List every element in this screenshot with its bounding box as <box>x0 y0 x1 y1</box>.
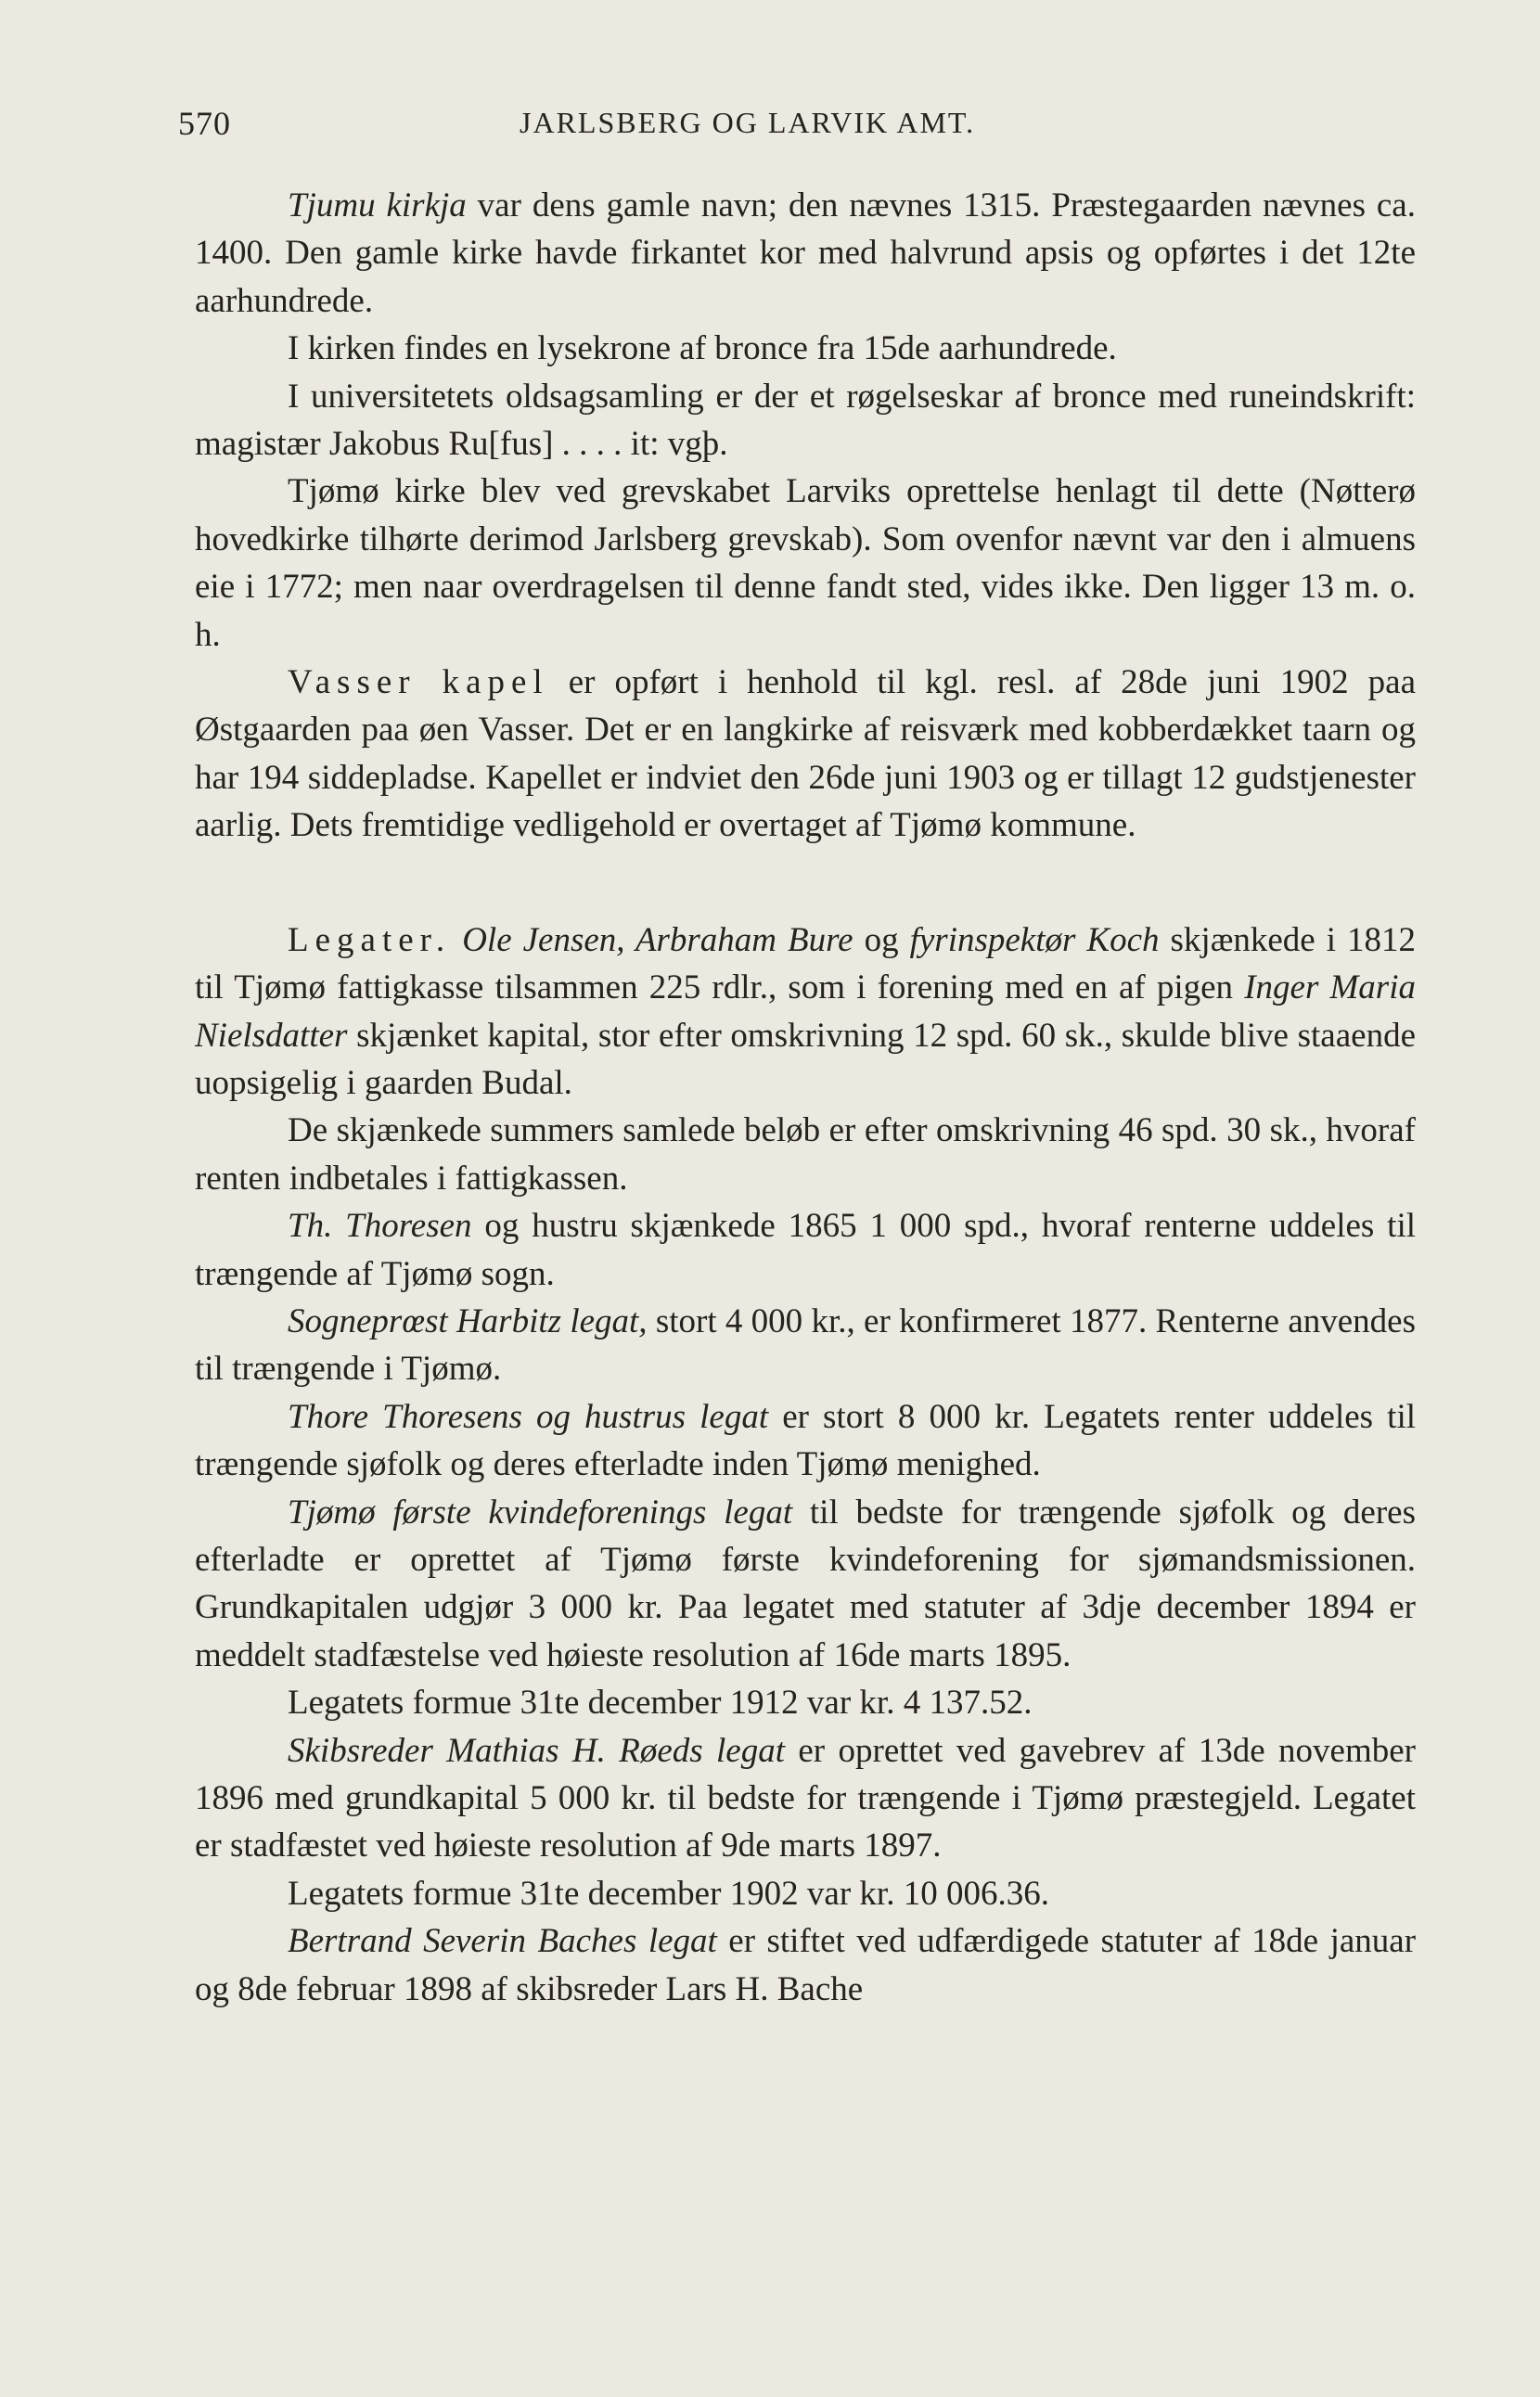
text-run: Legatets formue 31te december 1902 var kr. 10 006.36. <box>288 1874 1049 1913</box>
italic-run: Tjumu kirkja <box>288 186 467 224</box>
text-run: I kirken findes en lysekrone af bronce fra 15de aarhundrede. <box>288 329 1117 368</box>
text-run: er stort 8 000 kr. Legatets renter uddeles til trængende sjøfolk og deres efterladte inden Tjømø menighed. <box>195 1397 1417 1484</box>
paragraph-tjomo-kirke <box>195 468 1416 659</box>
text-run: skjænkede i 1812 til Tjømø fattigkasse tilsammen 225 rdlr., som i forening med en af pigen <box>195 920 1417 1007</box>
spaced-heading-run: Vasser kapel <box>288 663 549 702</box>
page-header <box>178 104 1427 160</box>
text-run: Tjømø kirke blev ved grevskabet Larviks oprettelse henlagt til dette (Nøtterø hovedkirke tilhørte derimod Jarlsberg grevskab). Som ovenfor nævnt var den i almuens eie i 1772; men naar overdragelsen til denne fandt sted, vides ikke. Den ligger 13 m. o. h. <box>195 472 1416 654</box>
text-run: var dens gamle navn; den nævnes 1315. Præstegaarden nævnes ca. 1400. Den gamle kirke havde firkantet kor med halvrund apsis og opførtes i det 12te aarhundrede. <box>195 186 1416 320</box>
italic-run: Skibsreder Mathias H. Røeds legat <box>288 1731 786 1770</box>
text-run: Legatets formue 31te december 1912 var kr. 4 137.52. <box>288 1684 1033 1723</box>
paragraph-legater <box>195 916 1416 1108</box>
paragraph-samlede-belob <box>195 1107 1416 1202</box>
text-run: er oprettet ved gavebrev af 13de november 1896 med grundkapital 5 000 kr. til bedste for trængende i Tjømø præstegjeld. Legatet er stadfæstet ved høieste resolution af 9de marts 1897. <box>195 1731 1416 1865</box>
paragraph-formue-1902 <box>195 1870 1416 1917</box>
text-run <box>451 921 462 959</box>
paragraph-formue-1912 <box>195 1679 1416 1726</box>
paragraph-kvindeforenings-legat <box>195 1489 1416 1680</box>
italic-run: Ole Jensen, Arbraham Bure <box>462 920 853 959</box>
text-run: stort 4 000 kr., er konfirmeret 1877. Renterne anvendes til trængende i Tjømø. <box>195 1301 1416 1389</box>
paragraph-harbitz-legat <box>195 1298 1416 1393</box>
italic-run: Bertrand Severin Baches legat <box>288 1922 717 1961</box>
paragraph-roegelseskar <box>195 373 1416 468</box>
text-run: er opført i henhold til kgl. resl. af 28de juni 1902 paa Østgaarden paa øen Vasser. Det er en langkirke af reisværk med kobberdækket taarn og har 194 siddepladse. Kapellet er indviet den 26de juni 1903 og er tillagt 12 gudstjenester aarlig. Dets fremtidige vedligehold er overtaget af Tjømø kommune. <box>195 663 1416 845</box>
italic-run: Thore Thoresens og hustrus legat <box>288 1397 769 1436</box>
text-run: og hustru skjænkede 1865 1 000 spd., hvoraf renterne uddeles til trængende af Tjømø sogn. <box>195 1207 1417 1293</box>
italic-run: Tjømø første kvindeforenings legat <box>288 1493 793 1532</box>
paragraph-thoresen <box>195 1202 1416 1298</box>
page-number: 570 <box>178 105 231 142</box>
spaced-heading-run: Legater. <box>288 920 452 959</box>
paragraph-thoresens-legat <box>195 1393 1416 1489</box>
paragraph-lysekrone <box>195 325 1416 372</box>
italic-run: Inger Maria Nielsdatter <box>195 968 1416 1055</box>
paragraph-baches-legat <box>195 1917 1416 2013</box>
italic-run: Sogneprœst Harbitz legat, <box>288 1301 648 1340</box>
italic-run: fyrinspektør Koch <box>909 920 1160 959</box>
paragraph-vasser-kapel <box>195 659 1416 850</box>
text-run: og <box>853 920 910 959</box>
text-run: De skjænkede summers samlede beløb er efter omskrivning 46 spd. 30 sk., hvoraf renten indbetales i fattigkassen. <box>195 1111 1416 1198</box>
text-run: til bedste for trængende sjøfolk og deres efterladte er oprettet af Tjømø første kvindeforening for sjømandsmissionen. Grundkapitalen udgjør 3 000 kr. Paa legatet med statuter af 3dje december 1894 er meddelt stadfæstelse ved høieste resolution af 16de marts 1895. <box>195 1493 1416 1674</box>
body-text <box>195 182 1416 2013</box>
text-run: I universitetets oldsagsamling er der et røgelseskar af bronce med runeindskrift: magistær Jakobus Ru[fus] . . . . it: vgþ. <box>195 377 1416 464</box>
text-run: er stiftet ved udfærdigede statuter af 18de januar og 8de februar 1898 af skibsreder Lars H. Bache <box>195 1922 1417 2008</box>
italic-run: Th. Thoresen <box>288 1207 472 1246</box>
text-run: skjænket kapital, stor efter omskrivning 12 spd. 60 sk., skulde blive staaende uopsigelig i gaarden Budal. <box>195 1016 1416 1102</box>
paragraph-roeds-legat <box>195 1727 1416 1870</box>
running-head: JARLSBERG OG LARVIK AMT. <box>520 106 976 139</box>
paragraph-tjumu-kirkja <box>195 182 1416 325</box>
